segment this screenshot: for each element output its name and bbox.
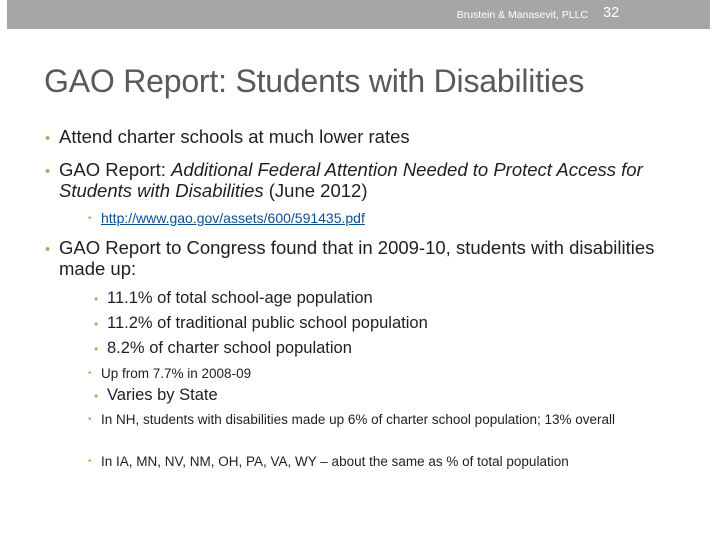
page-number: 32 <box>603 5 620 21</box>
bullet-dot-icon: • <box>45 241 51 258</box>
sub-bullet-varies <box>94 386 697 405</box>
bullet-dot-icon: • <box>45 130 51 147</box>
slide-title: GAO Report: Students with Disabilities <box>44 63 585 99</box>
note-text: In IA, MN, NV, NM, OH, PA, VA, WY – about the same as % of total population <box>101 454 569 469</box>
bullet-dot-icon: • <box>88 213 92 224</box>
note-text: In NH, students with disabilities made up 6% of charter school population; 13% overall <box>101 412 616 427</box>
header-bar <box>0 0 720 29</box>
header-firm-name: Brustein & Manasevit, PLLC <box>456 9 588 21</box>
sub-bullet-charter <box>94 339 697 358</box>
bullet-prefix: GAO Report: <box>59 159 172 180</box>
bullet-dot-icon: • <box>45 163 51 180</box>
sub-bullet-text: 11.1% of total school-age population <box>107 289 373 307</box>
bullet-dot-icon: • <box>88 414 92 425</box>
bullet-text: GAO Report to Congress found that in 2009-10, students with disabilities made up: <box>59 237 655 279</box>
sub-sub-bullet-up-from <box>88 366 681 381</box>
bullet-charter-rates <box>45 126 699 148</box>
bullet-dot-icon: • <box>88 368 92 379</box>
bullet-dot-icon: • <box>94 292 99 306</box>
bullet-dot-icon: • <box>94 389 99 403</box>
bullet-gao-congress <box>45 237 699 280</box>
sub-bullet-traditional <box>94 314 697 333</box>
sub-sub-bullet-states <box>88 454 641 469</box>
sub-bullet-text: Varies by State <box>107 386 218 404</box>
bullet-text: Attend charter schools at much lower rates <box>59 126 410 147</box>
report-link[interactable]: http://www.gao.gov/assets/600/591435.pdf <box>101 210 365 226</box>
sub-bullet-total <box>94 289 697 308</box>
bullet-dot-icon: • <box>88 456 92 467</box>
bullet-gao-report <box>45 159 699 202</box>
report-title: Additional Federal Attention Needed to Protect Access for Students with Disabilities <box>59 159 643 201</box>
sub-bullet-text: 11.2% of traditional public school population <box>107 314 428 332</box>
sub-bullet-link <box>88 210 681 227</box>
note-text: Up from 7.7% in 2008-09 <box>101 366 252 381</box>
sub-sub-bullet-nh <box>88 412 661 427</box>
sub-bullet-text: 8.2% of charter school population <box>107 339 352 357</box>
bullet-dot-icon: • <box>94 342 99 356</box>
report-date: (June 2012) <box>263 179 368 201</box>
bullet-dot-icon: • <box>94 317 99 331</box>
